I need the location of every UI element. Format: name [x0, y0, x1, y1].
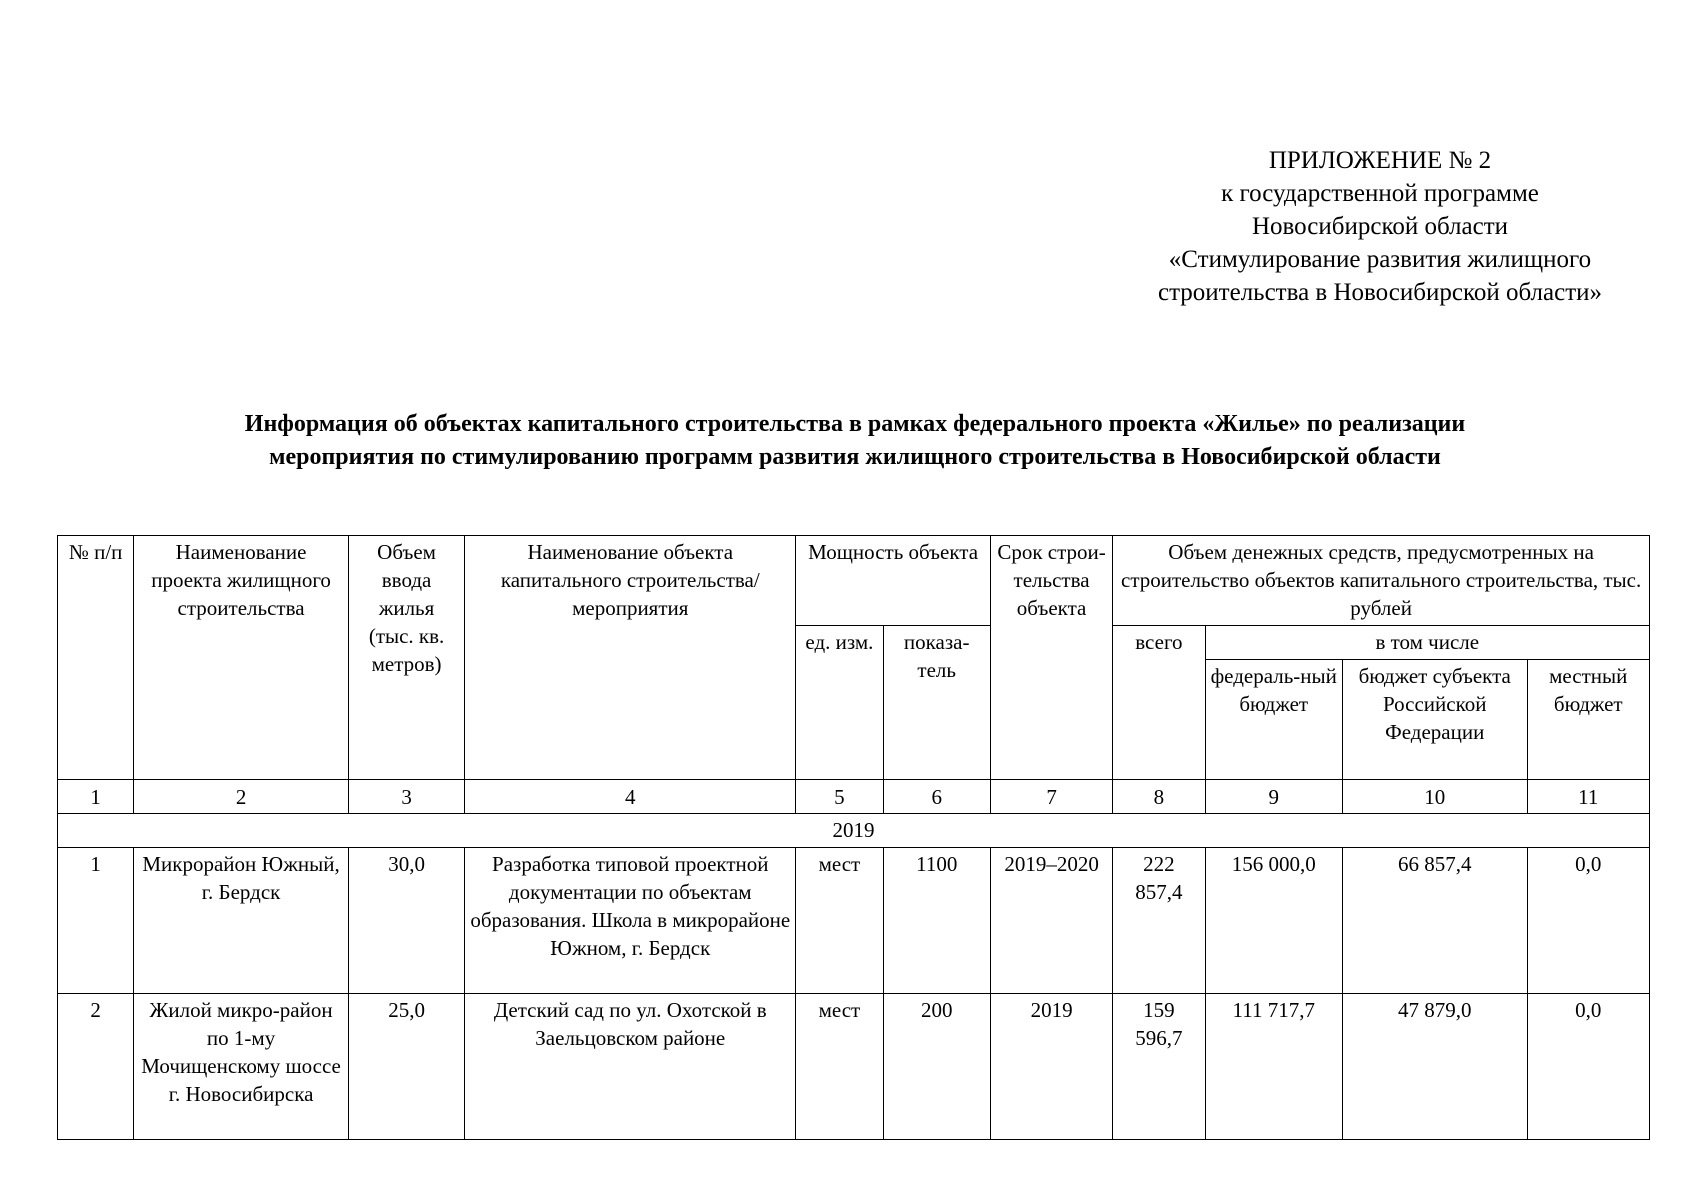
row-indicator: 1100 — [883, 848, 990, 994]
header-volume: Объем ввода жилья (тыс. кв. метров) — [348, 536, 464, 780]
row-term: 2019–2020 — [990, 848, 1112, 994]
row-federal: 156 000,0 — [1205, 848, 1342, 994]
column-number: 8 — [1113, 780, 1205, 814]
row-unit: мест — [796, 848, 883, 994]
column-number: 6 — [883, 780, 990, 814]
appendix-line-1: ПРИЛОЖЕНИЕ № 2 — [1268, 147, 1492, 174]
row-local: 0,0 — [1527, 994, 1649, 1140]
row-federal: 111 717,7 — [1205, 994, 1342, 1140]
row-total: 159 596,7 — [1113, 994, 1205, 1140]
appendix-line-5: строительства в Новосибирской области» — [1157, 279, 1603, 306]
document-title-line-1: Информация об объектах капитального строительства в рамках федерального проекта «Жилье» по реализации — [244, 411, 1466, 437]
column-number: 10 — [1342, 780, 1527, 814]
header-local: местный бюджет — [1527, 660, 1649, 780]
document-title-line-2: мероприятия по стимулированию программ развития жилищного строительства в Новосибирской области — [269, 444, 1441, 470]
header-row-1 — [58, 536, 1650, 626]
header-term: Срок строи-тельства объекта — [990, 536, 1112, 780]
objects-table — [57, 535, 1650, 1140]
header-including: в том числе — [1205, 626, 1649, 660]
header-object: Наименование объекта капитального строительства/мероприятия — [465, 536, 796, 780]
header-funds: Объем денежных средств, предусмотренных на строительство объектов капитального строительства, тыс. рублей — [1113, 536, 1650, 626]
row-indicator: 200 — [883, 994, 990, 1140]
header-num: № п/п — [58, 536, 134, 780]
column-number: 4 — [465, 780, 796, 814]
row-total: 222 857,4 — [1113, 848, 1205, 994]
table-row — [58, 994, 1650, 1140]
row-project: Жилой микро-район по 1-му Мочищенскому шоссе г. Новосибирска — [134, 994, 349, 1140]
header-total: всего — [1113, 626, 1205, 780]
row-local: 0,0 — [1527, 848, 1649, 994]
appendix-line-2: к государственной программе — [1221, 180, 1539, 207]
table-row — [58, 848, 1650, 994]
row-regional: 66 857,4 — [1342, 848, 1527, 994]
year-label: 2019 — [58, 814, 1650, 848]
row-object: Детский сад по ул. Охотской в Заельцовском районе — [465, 994, 796, 1140]
row-num: 1 — [58, 848, 134, 994]
header-project: Наименование проекта жилищного строительства — [134, 536, 349, 780]
header-federal: федераль-ный бюджет — [1205, 660, 1342, 780]
row-regional: 47 879,0 — [1342, 994, 1527, 1140]
column-number-row — [58, 780, 1650, 814]
column-number: 3 — [348, 780, 464, 814]
column-number: 7 — [990, 780, 1112, 814]
column-number: 5 — [796, 780, 883, 814]
row-unit: мест — [796, 994, 883, 1140]
row-volume: 30,0 — [348, 848, 464, 994]
document-title — [60, 408, 1650, 474]
column-number: 9 — [1205, 780, 1342, 814]
column-number: 11 — [1527, 780, 1649, 814]
column-number: 1 — [58, 780, 134, 814]
appendix-block — [1110, 144, 1650, 309]
header-indicator: показа-тель — [883, 626, 990, 780]
row-object: Разработка типовой проектной документации по объектам образования. Школа в микрорайоне Южном, г. Бердск — [465, 848, 796, 994]
header-capacity: Мощность объекта — [796, 536, 991, 626]
appendix-line-3: Новосибирской области — [1251, 213, 1509, 240]
year-row — [58, 814, 1650, 848]
row-project: Микрорайон Южный, г. Бердск — [134, 848, 349, 994]
header-unit: ед. изм. — [796, 626, 883, 780]
row-num: 2 — [58, 994, 134, 1140]
row-volume: 25,0 — [348, 994, 464, 1140]
column-number: 2 — [134, 780, 349, 814]
header-regional: бюджет субъекта Российской Федерации — [1342, 660, 1527, 780]
row-term: 2019 — [990, 994, 1112, 1140]
appendix-line-4: «Стимулирование развития жилищного — [1168, 246, 1592, 273]
